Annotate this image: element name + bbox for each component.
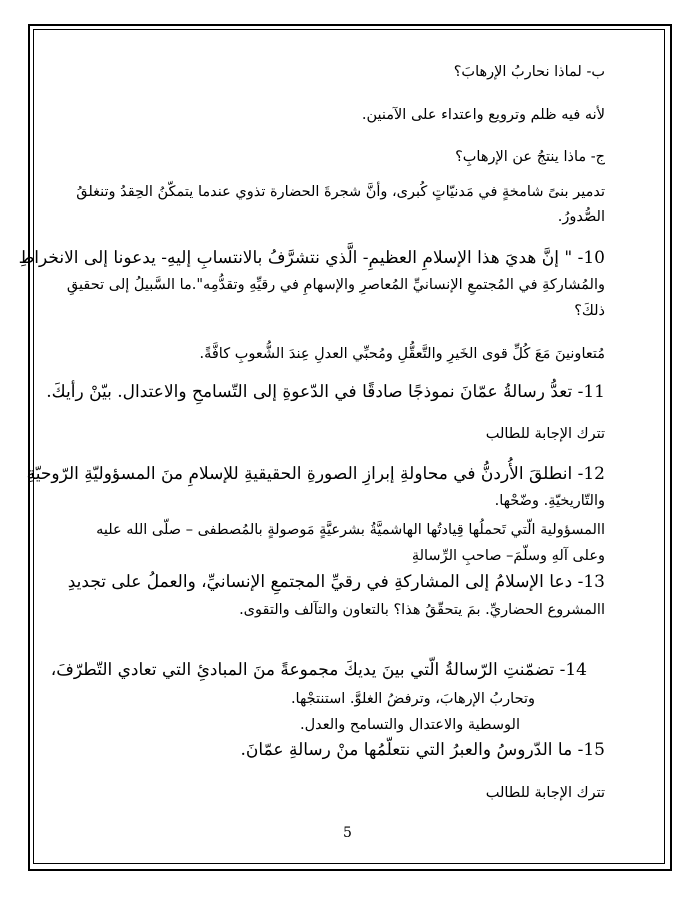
question-c: ج- ماذا ينتجُ عن الإرهابِ؟ — [455, 149, 605, 165]
question-12-line-1: 12- انطلقَ الأُردنُّ في محاولةِ إبرازِ الصورةِ الحقيقيةِ للإسلامِ منَ المسؤوليّةِ الرّوحيّةِ — [26, 464, 605, 484]
question-10-line-1: 10- " إنَّ هديَ هذا الإسلامِ العظيمِ- الَّذي نتشرَّفُ بالانتسابِ إليهِ- يدعونا إلى الانخراطِ — [18, 248, 605, 268]
question-10-line-3: ذلكَ؟ — [574, 303, 605, 319]
answer-10: مُتعاونينَ مَعَ كُلِّ قوى الخَيرِ والتَّعقُّلِ ومُحبِّي العدلِ عِندَ الشُّعوبِ كافَّةً. — [199, 346, 605, 362]
question-13-line-2: االمشروع الحضاريِّ. بمَ يتحقّقُ هذا؟ بالتعاون والتآلف والتقوى. — [239, 602, 605, 618]
answer-12-line-1: االمسؤولية الّتي تَحملُها قِيادتُها الهاشميَّةُ بشرعيَّةٍ مَوصولةٍ بالمُصطفى – صلّى الله عليه — [96, 522, 605, 538]
answer-15: تترك الإجابة للطالب — [485, 785, 605, 801]
question-11: 11- تعدُّ رسالةُ عمّانَ نموذجًا صادقًا في الدّعوةِ إلى التّسامحِ والاعتدال. بيّنْ رأيكَ. — [46, 382, 605, 402]
answer-c-line-2: الصُّدورُ. — [557, 209, 605, 225]
question-13-line-1: 13- دعا الإسلامُ إلى المشاركةِ في رقيِّ المجتمعِ الإنسانيِّ، والعملُ على تجديدِ — [67, 572, 605, 592]
answer-11: تترك الإجابة للطالب — [485, 426, 605, 442]
question-15: 15- ما الدّروسُ والعبرُ التي نتعلّمُها منْ رسالةِ عمّانَ. — [240, 740, 605, 760]
answer-b: لأنه فيه ظلم وترويع واعتداء على الآمنين. — [361, 107, 605, 123]
question-b: ب- لماذا نحاربُ الإرهابَ؟ — [453, 64, 605, 80]
answer-c-line-1: تدمير بنىً شامخةٍ في مَدنيّاتٍ كُبرى، وأنَّ شجرةَ الحضارة تذوي عندما يتمكّنُ الحِقدُ وتنغلقُ — [76, 184, 605, 200]
question-14-line-2: وتحاربُ الإرهابَ، وترفضُ الغلوَّ. استنتجْها. — [290, 691, 535, 707]
page-number: 5 — [343, 825, 352, 841]
answer-12-line-2: وعلى آلهِ وسلّمَ– صاحبِ الرِّسالةِ — [411, 548, 605, 564]
question-10-line-2: والمُشاركةِ في المُجتمعِ الإنسانيِّ المُعاصرِ والإسهامِ في رقيِّهِ وتقدُّمِه".ما السَّبيلُ إلى تحقيقِ — [66, 277, 605, 293]
question-12-line-2: والتّاريخيّةِ. وضّحْها. — [494, 493, 605, 509]
answer-14: الوسطية والاعتدال والتسامح والعدل. — [300, 717, 520, 733]
question-14-line-1: 14- تضمّنتِ الرّسالةُ الّتي بينَ يديكَ مجموعةً منَ المبادئِ التي تعادي التّطرّفَ، — [50, 660, 587, 680]
